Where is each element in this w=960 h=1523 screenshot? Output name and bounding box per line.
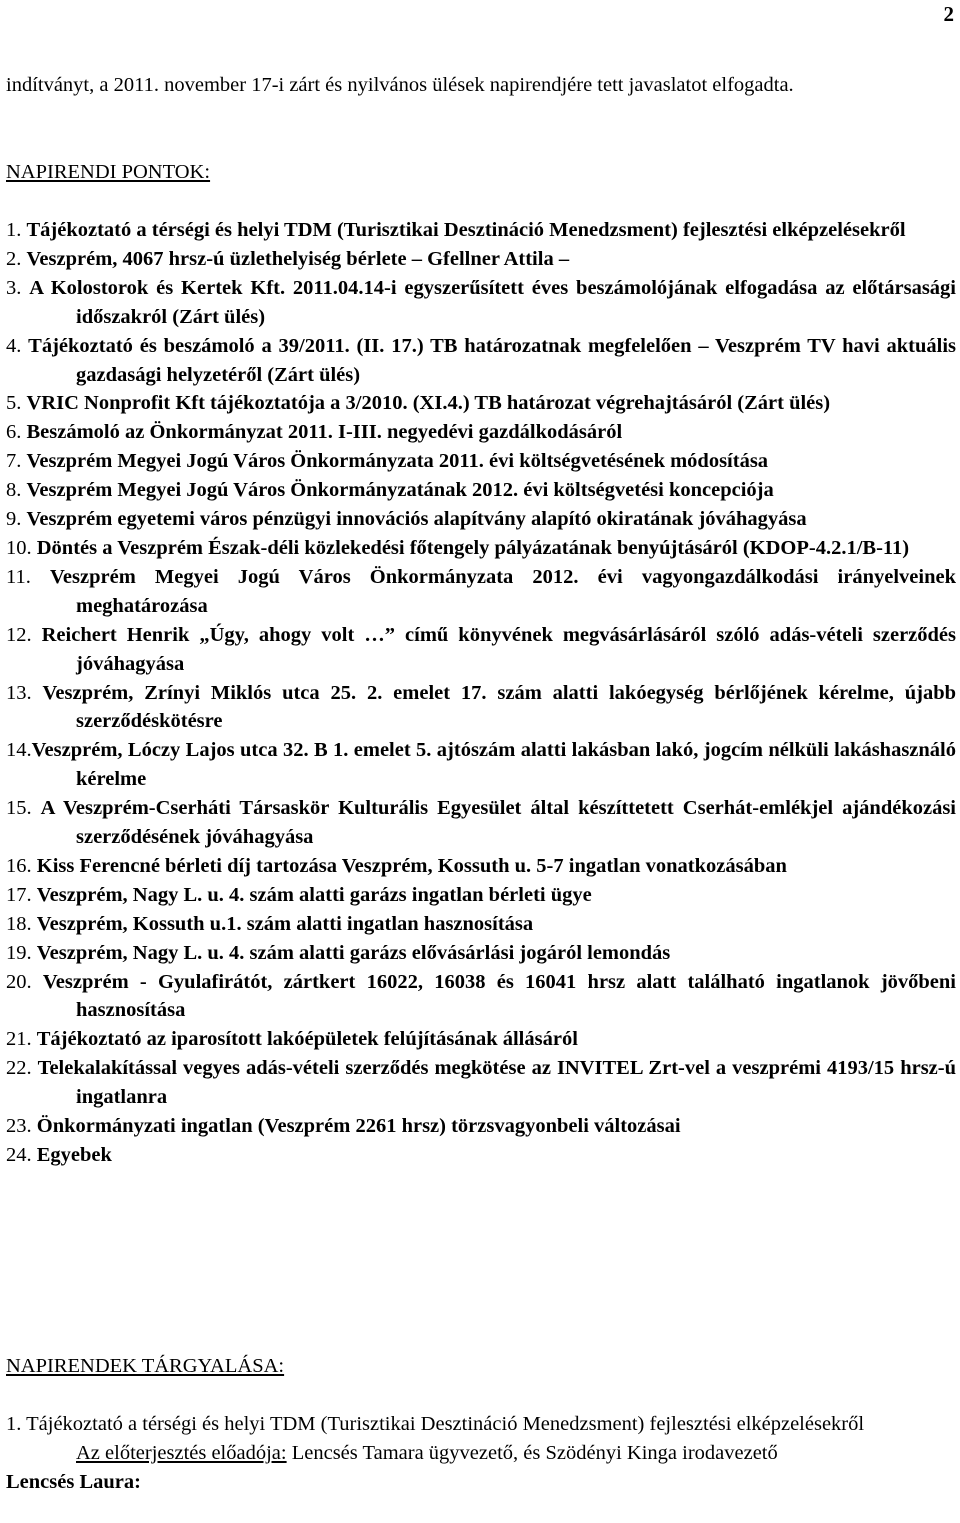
agenda-item-number: 23.: [6, 1115, 37, 1138]
agenda-item: [6, 939, 956, 968]
agenda-item-number: 4.: [6, 334, 29, 357]
discussion-item-number: 1.: [6, 1413, 27, 1435]
agenda-item-number: 20.: [6, 970, 43, 993]
agenda-item: [6, 534, 956, 563]
agenda-item-number: 18.: [6, 912, 37, 935]
agenda-item: [6, 332, 956, 390]
agenda-item-number: 5.: [6, 392, 27, 415]
agenda-item: [6, 910, 956, 939]
agenda-item: [6, 216, 956, 245]
page-number: 2: [943, 2, 954, 26]
agenda-item-number: 17.: [6, 883, 37, 906]
agenda-item-text: Egyebek: [36, 1144, 112, 1166]
agenda-item-text: Veszprém Megyei Jogú Város Önkormányzata 2011. évi költségvetésének módosítása: [26, 450, 769, 473]
agenda-item: [6, 418, 956, 447]
agenda-item: [6, 245, 956, 274]
agenda-item-number: 12.: [6, 623, 42, 646]
presenter-label: Az előterjesztés előadója:: [76, 1442, 287, 1464]
presenter-line: [6, 1439, 956, 1468]
presenter-text: Lencsés Tamara ügyvezető, és Szödényi Kinga irodavezető: [286, 1442, 778, 1464]
agenda-item: [6, 389, 956, 418]
agenda-item-number: 2.: [6, 247, 27, 270]
discussion-heading: NAPIRENDEK TÁRGYALÁSA:: [6, 1355, 285, 1377]
agenda-item-text: Önkormányzati ingatlan (Veszprém 2261 hrsz) törzsvagyonbeli változásai: [36, 1115, 681, 1138]
agenda-item: [6, 881, 956, 910]
agenda-item: [6, 505, 956, 534]
agenda-item-text: A Kolostorok és Kertek Kft. 2011.04.14-i egyszerűsített éves beszámolójának elfogadása az előtársasági időszakról (Zárt ülés): [29, 276, 957, 328]
agenda-item: [6, 679, 956, 737]
agenda-item: [6, 1141, 956, 1170]
agenda-item: [6, 563, 956, 621]
agenda-item: [6, 1025, 956, 1054]
agenda-item-number: 15.: [6, 797, 41, 820]
agenda-item-text: Veszprém - Gyulafirátót, zártkert 16022, 16038 és 16041 hrsz alatt található ingatlanok jövőbeni hasznosítása: [42, 970, 956, 1022]
discussion-item: [6, 1410, 956, 1439]
agenda-heading: NAPIRENDI PONTOK:: [6, 161, 211, 183]
agenda-item-text: Telekalakítással vegyes adás-vételi szerződés megkötése az INVITEL Zrt-vel a veszprémi 4193/15 hrsz-ú ingatlanra: [37, 1057, 957, 1109]
agenda-item-number: 10.: [6, 536, 37, 559]
agenda-item-text: Veszprém, 4067 hrsz-ú üzlethelyiség bérlete – Gfellner Attila –: [26, 247, 570, 270]
agenda-item-number: 1.: [6, 219, 27, 241]
agenda-item-text: Tájékoztató a térségi és helyi TDM (Turisztikai Desztináció Menedzsment) fejlesztési elképzelésekről: [26, 219, 906, 241]
agenda-item-number: 6.: [6, 421, 27, 444]
agenda-item: [6, 852, 956, 881]
agenda-item: [6, 1112, 956, 1141]
agenda-item: [6, 476, 956, 505]
agenda-item: [6, 621, 956, 679]
agenda-item-number: 9.: [6, 508, 27, 531]
agenda-item-text: Tájékoztató és beszámoló a 39/2011. (II. 17.) TB határozatnak megfelelően – Veszprém TV havi aktuális gazdasági helyzetéről (Zárt ülés): [28, 334, 956, 386]
agenda-item-number: 16.: [6, 854, 37, 877]
agenda-item: [6, 794, 956, 852]
intro-paragraph: indítványt, a 2011. november 17-i zárt és nyilvános ülések napirendjére tett javaslatot elfogadta.: [6, 74, 794, 96]
agenda-item-number: 22.: [6, 1057, 38, 1080]
agenda-item: [6, 447, 956, 476]
agenda-item-text: Veszprém egyetemi város pénzügyi innovációs alapítvány alapító okiratának jóváhagyása: [26, 508, 807, 531]
agenda-item-text: Tájékoztató az iparosított lakóépületek felújításának állásáról: [36, 1028, 578, 1051]
agenda-item-text: A Veszprém-Cserháti Társaskör Kulturális Egyesület által készíttetett Cserhát-emlékjel ajándékozási szerződésének jóváhagyása: [40, 797, 957, 849]
agenda-item-text: Beszámoló az Önkormányzat 2011. I-III. negyedévi gazdálkodásáról: [26, 421, 623, 444]
agenda-item-text: Veszprém Megyei Jogú Város Önkormányzatának 2012. évi költségvetési koncepciója: [26, 479, 774, 502]
agenda-item-number: 3.: [6, 276, 30, 299]
agenda-item-text: Veszprém, Lóczy Lajos utca 32. B 1. emelet 5. ajtószám alatti lakásban lakó, jogcím nélküli lakáshasználó kérelme: [31, 739, 956, 791]
agenda-item-text: Veszprém, Nagy L. u. 4. szám alatti garázs ingatlan bérleti ügye: [36, 883, 592, 906]
agenda-item: [6, 968, 956, 1026]
agenda-item-number: 11.: [6, 565, 50, 588]
agenda-item-text: Kiss Ferencné bérleti díj tartozása Veszprém, Kossuth u. 5-7 ingatlan vonatkozásában: [36, 854, 787, 877]
agenda-item-text: Veszprém, Zrínyi Miklós utca 25. 2. emelet 17. szám alatti lakóegység bérlőjének kérelme, újabb szerződéskötésre: [42, 681, 957, 733]
agenda-item-text: VRIC Nonprofit Kft tájékoztatója a 3/2010. (XI.4.) TB határozat végrehajtásáról (Zárt ülés): [26, 392, 831, 415]
agenda-item-text: Veszprém Megyei Jogú Város Önkormányzata 2012. évi vagyongazdálkodási irányelveinek meghatározása: [50, 565, 956, 617]
agenda-item-number: 19.: [6, 941, 37, 964]
discussion-section: [6, 1410, 956, 1497]
agenda-list: [6, 216, 956, 1170]
agenda-item-text: Döntés a Veszprém Észak-déli közlekedési főtengely pályázatának benyújtásáról (KDOP-4.2.1/B-11): [36, 536, 910, 559]
discussion-item-text: Tájékoztató a térségi és helyi TDM (Turisztikai Desztináció Menedzsment) fejlesztési elképzelésekről: [26, 1413, 865, 1435]
agenda-item-text: Veszprém, Nagy L. u. 4. szám alatti garázs elővásárlási jogáról lemondás: [36, 941, 671, 964]
agenda-item-text: Veszprém, Kossuth u.1. szám alatti ingatlan hasznosítása: [36, 912, 534, 935]
agenda-item-number: 24.: [6, 1144, 37, 1166]
agenda-item-number: 7.: [6, 450, 27, 473]
agenda-item-text: Reichert Henrik „Úgy, ahogy volt …” című könyvének megvásárlásáról szóló adás-vételi szerződés jóváhagyása: [41, 623, 957, 675]
agenda-item-number: 8.: [6, 479, 27, 502]
speaker-name: Lencsés Laura:: [6, 1471, 141, 1493]
agenda-item-number: 14.: [6, 739, 32, 762]
agenda-item: [6, 736, 956, 794]
agenda-item: [6, 274, 956, 332]
agenda-item: [6, 1054, 956, 1112]
agenda-item-number: 13.: [6, 681, 43, 704]
agenda-item-number: 21.: [6, 1028, 37, 1051]
